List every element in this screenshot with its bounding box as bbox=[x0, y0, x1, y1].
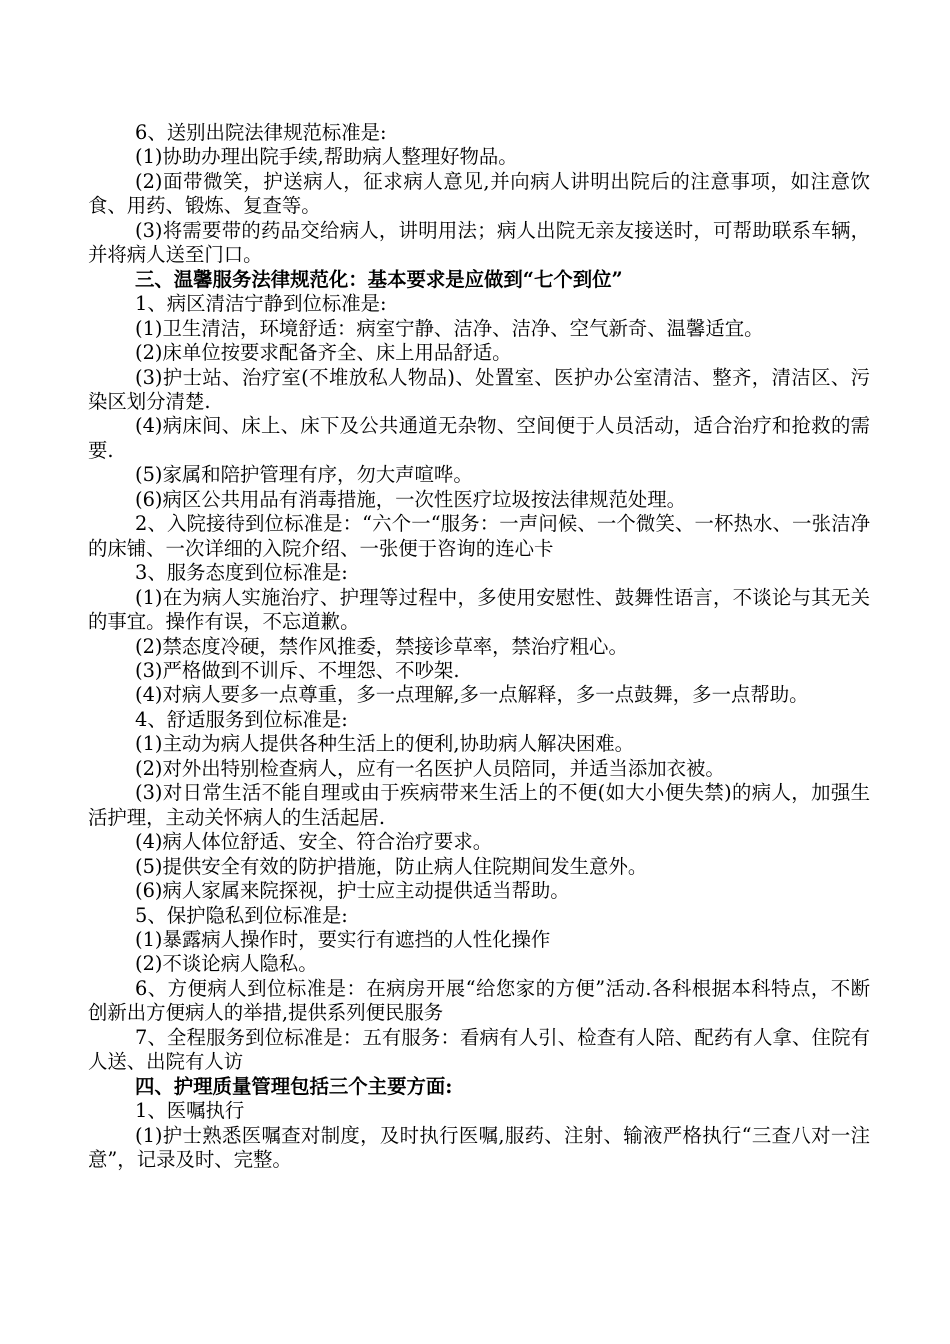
paragraph: (3)护士站、治疗室(不堆放私人物品)、处置室、医护办公室清洁、整齐，清洁区、污染区划分清楚. bbox=[88, 365, 870, 413]
paragraph: (6)病人家属来院探视，护士应主动提供适当帮助。 bbox=[135, 879, 570, 903]
paragraph: 2、入院接待到位标准是：“六个一“服务：一声问候、一个微笑、一杯热水、一张洁净的床铺、一次详细的入院介绍、一张便于咨询的连心卡 bbox=[88, 512, 870, 560]
paragraph: (4)对病人要多一点尊重，多一点理解,多一点解释，多一点鼓舞，多一点帮助。 bbox=[135, 683, 809, 707]
paragraph: (1)在为病人实施治疗、护理等过程中，多使用安慰性、鼓舞性语言，不谈论与其无关的事宜。操作有误，不忘道歉。 bbox=[88, 585, 870, 634]
section-heading: 三、温馨服务法律规范化：基本要求是应做到“七个到位” bbox=[135, 267, 623, 291]
paragraph: 1、医嘱执行 bbox=[135, 1099, 245, 1123]
paragraph: (3)将需要带的药品交给病人，讲明用法；病人出院无亲友接送时，可帮助联系车辆，并将病人送至门口。 bbox=[88, 218, 870, 267]
paragraph: (2)禁态度冷硬，禁作风推委，禁接诊草率，禁治疗粗心。 bbox=[135, 634, 628, 658]
section-heading: 四、护理质量管理包括三个主要方面: bbox=[135, 1074, 453, 1098]
document-page bbox=[88, 121, 870, 1172]
paragraph: (2)床单位按要求配备齐全、床上用品舒适。 bbox=[135, 341, 512, 365]
paragraph: (1)卫生清洁，环境舒适：病室宁静、洁净、洁净、空气新奇、温馨适宜。 bbox=[135, 316, 764, 340]
paragraph: (1)护士熟悉医嘱查对制度，及时执行医嘱,服药、注射、输液严格执行“三查八对一注意”，记录及时、完整。 bbox=[88, 1123, 870, 1172]
paragraph: 5、保护隐私到位标准是: bbox=[135, 903, 348, 927]
paragraph: (3)对日常生活不能自理或由于疾病带来生活上的不便(如大小便失禁)的病人，加强生活护理，主动关怀病人的生活起居. bbox=[88, 781, 870, 829]
paragraph: (6)病区公共用品有消毒措施，一次性医疗垃圾按法律规范处理。 bbox=[135, 487, 687, 511]
paragraph: (2)对外出特别检查病人，应有一名医护人员陪同，并适当添加衣被。 bbox=[135, 756, 725, 780]
paragraph: 6、送别出院法律规范标准是: bbox=[135, 121, 387, 144]
paragraph: 7、全程服务到位标准是：五有服务：看病有人引、检查有人陪、配药有人拿、住院有人送、出院有人访 bbox=[88, 1025, 870, 1074]
paragraph: (2)不谈论病人隐私。 bbox=[135, 952, 318, 976]
paragraph: (3)严格做到不训斥、不埋怨、不吵架. bbox=[135, 658, 460, 682]
paragraph: (2)面带微笑，护送病人，征求病人意见,并向病人讲明出院后的注意事项，如注意饮食、用药、锻炼、复查等。 bbox=[88, 169, 870, 218]
paragraph: 1、病区清洁宁静到位标准是: bbox=[135, 292, 387, 316]
paragraph: (5)提供安全有效的防护措施，防止病人住院期间发生意外。 bbox=[135, 854, 648, 878]
paragraph: (4)病人体位舒适、安全、符合治疗要求。 bbox=[135, 830, 493, 854]
paragraph: (1)主动为病人提供各种生活上的便利,协助病人解决困难。 bbox=[135, 732, 635, 756]
paragraph: (1)暴露病人操作时，要实行有遮挡的人性化操作 bbox=[135, 927, 551, 951]
paragraph: (5)家属和陪护管理有序，勿大声喧哗。 bbox=[135, 463, 473, 487]
paragraph: 3、服务态度到位标准是: bbox=[135, 561, 348, 585]
paragraph: 4、舒适服务到位标准是: bbox=[135, 707, 348, 731]
paragraph: (1)协助办理出院手续,帮助病人整理好物品。 bbox=[135, 145, 518, 169]
paragraph: (4)病床间、床上、床下及公共通道无杂物、空间便于人员活动，适合治疗和抢救的需要. bbox=[88, 414, 870, 462]
paragraph: 6、方便病人到位标准是：在病房开展“给您家的方便”活动.各科根据本科特点，不断创新出方便病人的举措,提供系列便民服务 bbox=[88, 976, 870, 1025]
